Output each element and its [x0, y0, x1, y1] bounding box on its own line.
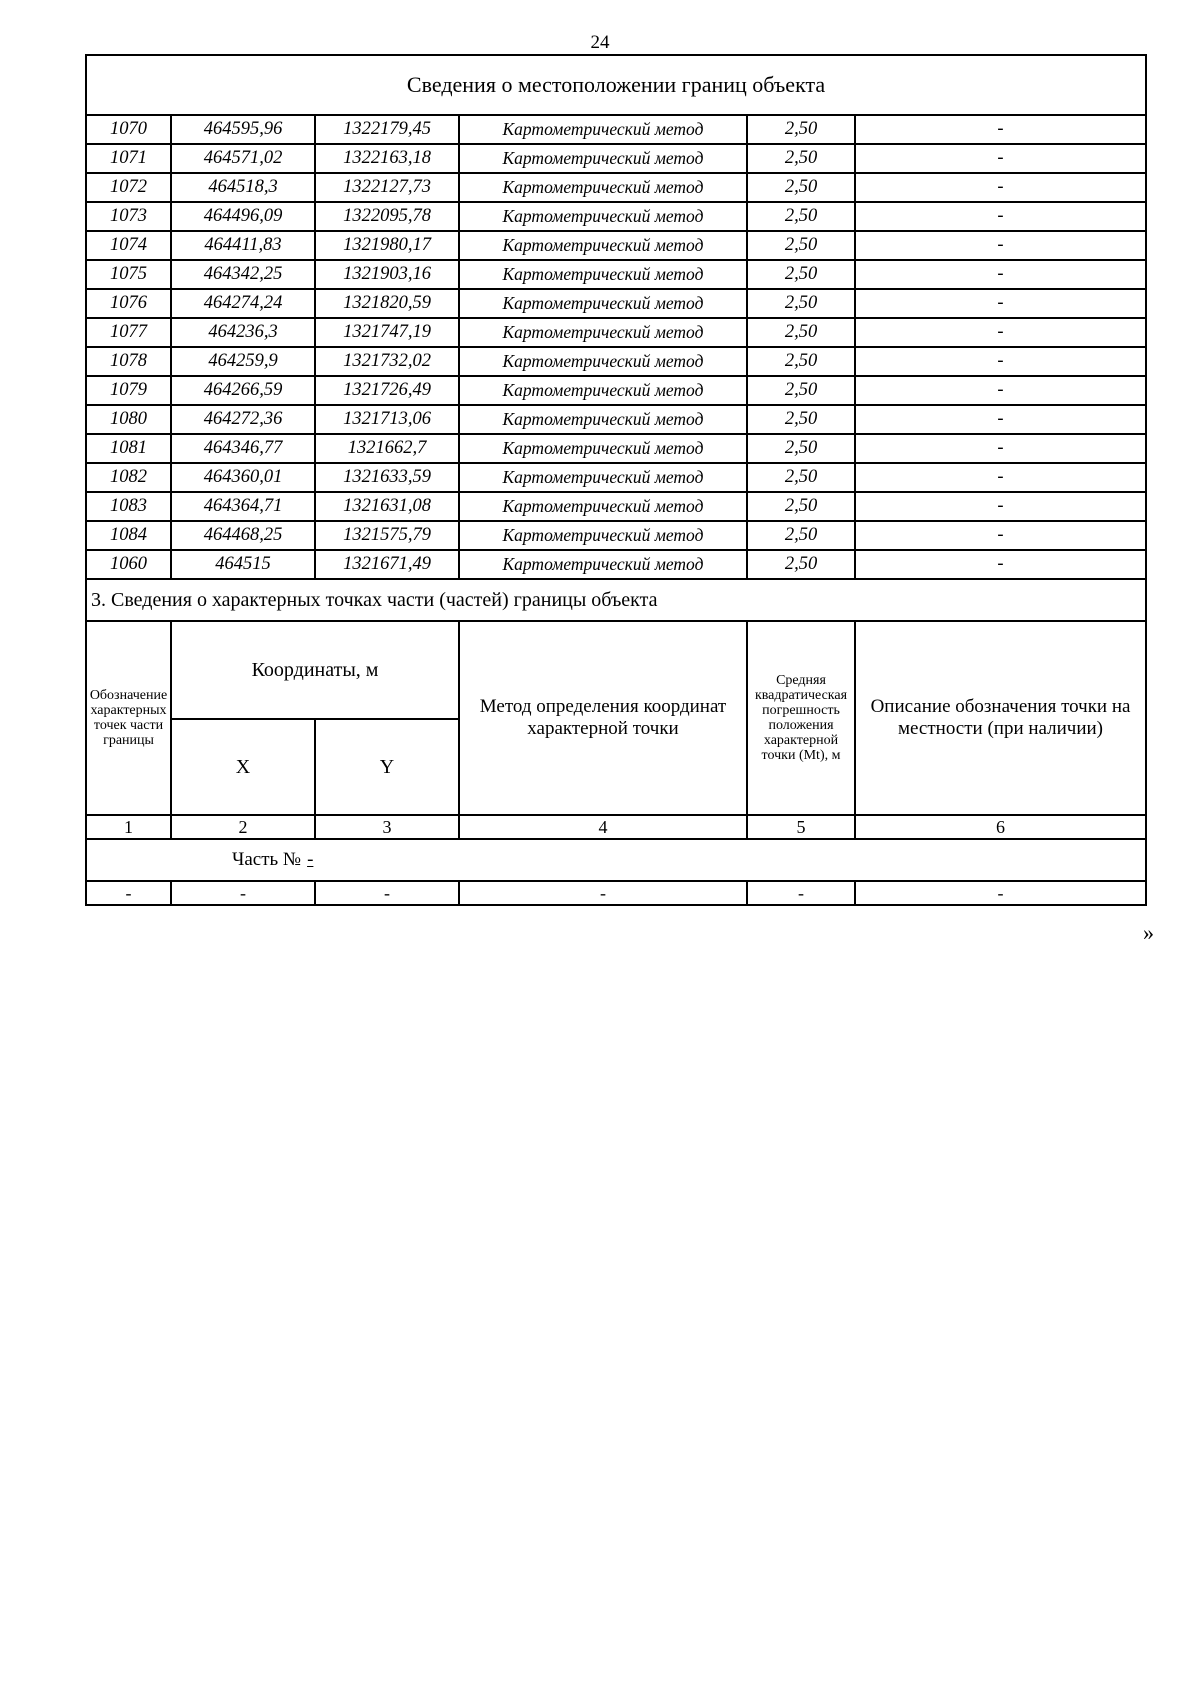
table-row	[86, 521, 1146, 550]
cell-desc: -	[855, 434, 1146, 463]
cell-method: Картометрический метод	[459, 144, 747, 173]
header-x: X	[171, 719, 315, 815]
cell-point: 1072	[86, 173, 171, 202]
cell-x: 464515	[171, 550, 315, 579]
cell-mt: 2,50	[747, 289, 855, 318]
cell-x: 464571,02	[171, 144, 315, 173]
cell-x: 464496,09	[171, 202, 315, 231]
cell-y: 1321671,49	[315, 550, 459, 579]
cell-method: Картометрический метод	[459, 289, 747, 318]
header-coordinates: Координаты, м	[171, 621, 459, 719]
cell-y: 1321726,49	[315, 376, 459, 405]
boundary-table	[85, 54, 1147, 906]
cell-y: 1321713,06	[315, 405, 459, 434]
table-row	[86, 376, 1146, 405]
section3-title: 3. Сведения о характерных точках части (частей) границы объекта	[86, 579, 1146, 621]
cell-x: 464259,9	[171, 347, 315, 376]
cell-mt: 2,50	[747, 115, 855, 144]
cell-desc: -	[855, 289, 1146, 318]
cell-method: Картометрический метод	[459, 550, 747, 579]
cell-method: Картометрический метод	[459, 405, 747, 434]
cell-y: 1321633,59	[315, 463, 459, 492]
cell-desc: -	[855, 202, 1146, 231]
cell-method: Картометрический метод	[459, 521, 747, 550]
part-label: Часть №	[232, 849, 302, 870]
cell-method: Картометрический метод	[459, 173, 747, 202]
cell-mt: 2,50	[747, 318, 855, 347]
header-y: Y	[315, 719, 459, 815]
column-numbers-row	[86, 815, 1146, 839]
cell-x: 464518,3	[171, 173, 315, 202]
cell-x: 464360,01	[171, 463, 315, 492]
table-row	[86, 115, 1146, 144]
cell-mt: 2,50	[747, 550, 855, 579]
cell-x: 464342,25	[171, 260, 315, 289]
cell-method: Картометрический метод	[459, 376, 747, 405]
cell-x: 464346,77	[171, 434, 315, 463]
cell-point: 1070	[86, 115, 171, 144]
cell-desc: -	[855, 347, 1146, 376]
cell-x: 464266,59	[171, 376, 315, 405]
cell-method: Картометрический метод	[459, 260, 747, 289]
table-row	[86, 492, 1146, 521]
cell-mt: 2,50	[747, 347, 855, 376]
cell-mt: 2,50	[747, 492, 855, 521]
cell-method: Картометрический метод	[459, 434, 747, 463]
column-number: 6	[855, 815, 1146, 839]
cell-desc: -	[855, 173, 1146, 202]
part-value: -	[307, 849, 314, 870]
cell-y: 1321747,19	[315, 318, 459, 347]
cell-mt: 2,50	[747, 144, 855, 173]
cell-point: 1060	[86, 550, 171, 579]
cell-y: 1322179,45	[315, 115, 459, 144]
column-number: 4	[459, 815, 747, 839]
header-mt: Средняя квадратическая погрешность положения характерной точки (Mt), м	[747, 621, 855, 815]
column-number: 3	[315, 815, 459, 839]
table-row	[86, 260, 1146, 289]
cell-method: Картометрический метод	[459, 492, 747, 521]
header-point-designation: Обозначение характерных точек части границы	[86, 621, 171, 815]
page-number: 24	[590, 32, 610, 53]
table-row	[86, 550, 1146, 579]
table-row	[86, 318, 1146, 347]
cell-x: 464364,71	[171, 492, 315, 521]
cell-x: 464595,96	[171, 115, 315, 144]
column-number: 2	[171, 815, 315, 839]
cell-point: 1078	[86, 347, 171, 376]
cell-x: 464272,36	[171, 405, 315, 434]
cell-x: 464411,83	[171, 231, 315, 260]
cell-desc: -	[855, 550, 1146, 579]
cell-y: 1321980,17	[315, 231, 459, 260]
table-row	[86, 347, 1146, 376]
cell-y: 1321820,59	[315, 289, 459, 318]
cell-x: 464274,24	[171, 289, 315, 318]
table-row	[86, 173, 1146, 202]
cell-point: 1075	[86, 260, 171, 289]
table-row	[86, 144, 1146, 173]
cell-y: 1322163,18	[315, 144, 459, 173]
cell-desc: -	[855, 492, 1146, 521]
table-row	[86, 202, 1146, 231]
closing-quote: »	[1143, 920, 1154, 945]
cell-point: 1079	[86, 376, 171, 405]
part-row	[86, 839, 1146, 881]
cell-method: Картометрический метод	[459, 231, 747, 260]
table-row	[86, 289, 1146, 318]
header-method: Метод определения координат характерной точки	[459, 621, 747, 815]
cell-desc: -	[855, 376, 1146, 405]
cell-method: Картометрический метод	[459, 463, 747, 492]
cell-desc: -	[855, 463, 1146, 492]
table-row	[86, 231, 1146, 260]
cell-point: 1074	[86, 231, 171, 260]
cell-desc: -	[855, 115, 1146, 144]
cell-y: 1321575,79	[315, 521, 459, 550]
cell-y: 1322095,78	[315, 202, 459, 231]
cell-mt: 2,50	[747, 463, 855, 492]
cell-desc: -	[855, 231, 1146, 260]
cell-desc: -	[855, 260, 1146, 289]
cell-desc: -	[855, 405, 1146, 434]
header-description: Описание обозначения точки на местности (при наличии)	[855, 621, 1146, 815]
cell-desc: -	[855, 144, 1146, 173]
empty-cell: -	[459, 881, 747, 905]
table-row	[86, 463, 1146, 492]
cell-desc: -	[855, 521, 1146, 550]
column-number: 1	[86, 815, 171, 839]
cell-method: Картометрический метод	[459, 202, 747, 231]
cell-method: Картометрический метод	[459, 347, 747, 376]
cell-mt: 2,50	[747, 434, 855, 463]
column-number: 5	[747, 815, 855, 839]
cell-y: 1321662,7	[315, 434, 459, 463]
cell-method: Картометрический метод	[459, 115, 747, 144]
table-row	[86, 434, 1146, 463]
cell-x: 464236,3	[171, 318, 315, 347]
empty-cell: -	[171, 881, 315, 905]
cell-y: 1321903,16	[315, 260, 459, 289]
cell-mt: 2,50	[747, 173, 855, 202]
cell-desc: -	[855, 318, 1146, 347]
empty-cell: -	[315, 881, 459, 905]
cell-point: 1083	[86, 492, 171, 521]
cell-method: Картометрический метод	[459, 318, 747, 347]
cell-point: 1077	[86, 318, 171, 347]
cell-y: 1322127,73	[315, 173, 459, 202]
cell-point: 1082	[86, 463, 171, 492]
cell-mt: 2,50	[747, 376, 855, 405]
cell-mt: 2,50	[747, 405, 855, 434]
cell-y: 1321631,08	[315, 492, 459, 521]
empty-data-row	[86, 881, 1146, 905]
table-title: Сведения о местоположении границ объекта	[86, 55, 1146, 115]
cell-x: 464468,25	[171, 521, 315, 550]
cell-point: 1080	[86, 405, 171, 434]
cell-mt: 2,50	[747, 521, 855, 550]
cell-mt: 2,50	[747, 231, 855, 260]
cell-point: 1076	[86, 289, 171, 318]
empty-cell: -	[86, 881, 171, 905]
cell-mt: 2,50	[747, 202, 855, 231]
table-row	[86, 405, 1146, 434]
cell-point: 1084	[86, 521, 171, 550]
empty-cell: -	[747, 881, 855, 905]
cell-y: 1321732,02	[315, 347, 459, 376]
cell-point: 1071	[86, 144, 171, 173]
cell-point: 1081	[86, 434, 171, 463]
cell-mt: 2,50	[747, 260, 855, 289]
empty-cell: -	[855, 881, 1146, 905]
cell-point: 1073	[86, 202, 171, 231]
